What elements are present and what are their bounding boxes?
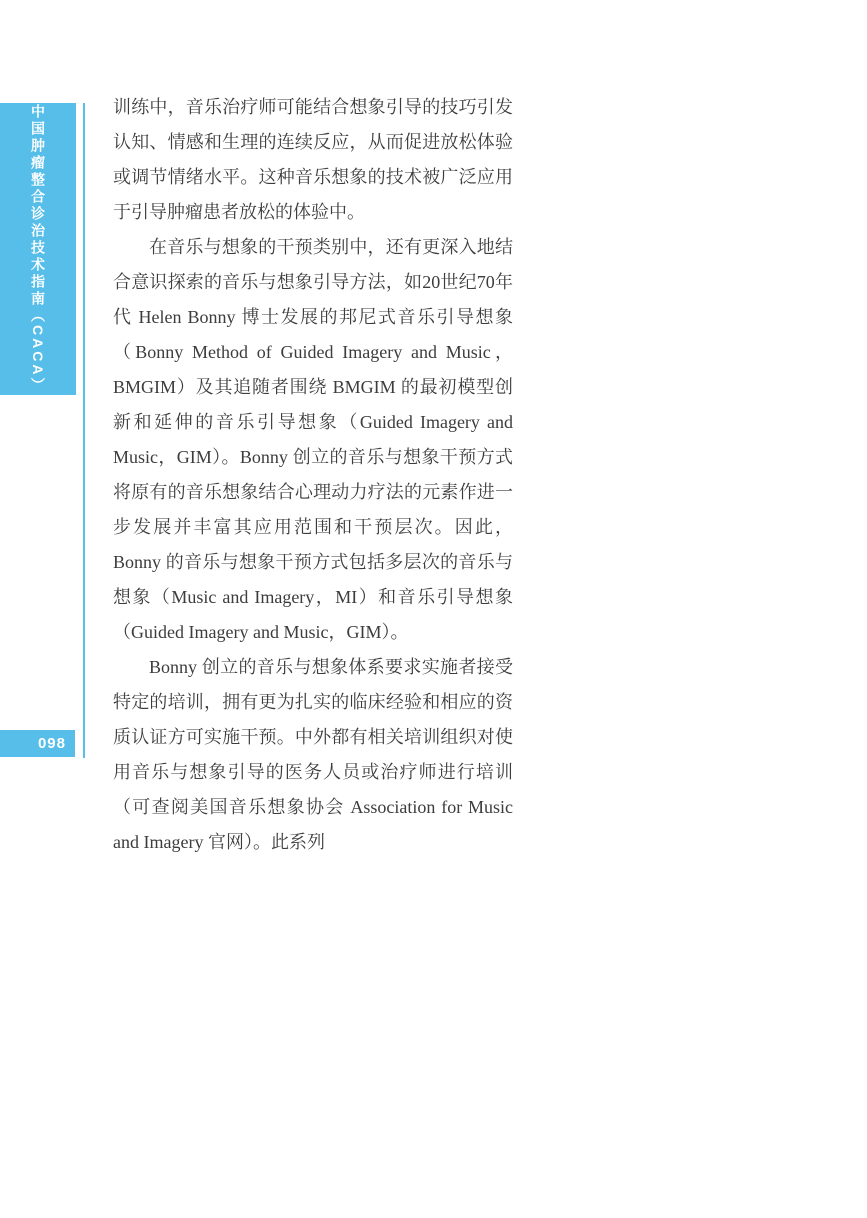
paragraph: Bonny 创立的音乐与想象体系要求实施者接受特定的培训，拥有更为扎实的临床经验和相应的资质认证方可实施干预。中外都有相关培训组织对使用音乐与想象引导的医务人员或治疗师进行培训（可查阅美国音乐想象协会 Association for Music and Imagery 官网）。此系列: [113, 657, 513, 852]
body-text: [113, 90, 513, 860]
book-title: 中国肿瘤整合诊治技术指南（CACA）: [30, 103, 46, 395]
divider-line: [83, 103, 85, 758]
page-number-badge: [0, 730, 75, 757]
page-number: 098: [37, 735, 66, 752]
paragraph: 训练中，音乐治疗师可能结合想象引导的技巧引发认知、情感和生理的连续反应，从而促进放松体验或调节情绪水平。这种音乐想象的技术被广泛应用于引导肿瘤患者放松的体验中。: [113, 97, 513, 222]
paragraph: 在音乐与想象的干预类别中，还有更深入地结合意识探索的音乐与想象引导方法，如20世纪70年代 Helen Bonny 博士发展的邦尼式音乐引导想象（Bonny Method of Guided Imagery and Music，BMGIM）及其追随者围绕 BMGIM 的最初模型创新和延伸的音乐引导想象（Guided Imagery and Music，GIM）。Bonny 创立的音乐与想象干预方式将原有的音乐想象结合心理动力疗法的元素作进一步发展并丰富其应用范围和干预层次。因此，Bonny 的音乐与想象干预方式包括多层次的音乐与想象（Music and Imagery，MI）和音乐引导想象（Guided Imagery and Music，GIM）。: [113, 237, 513, 642]
book-title-banner: [0, 103, 76, 395]
